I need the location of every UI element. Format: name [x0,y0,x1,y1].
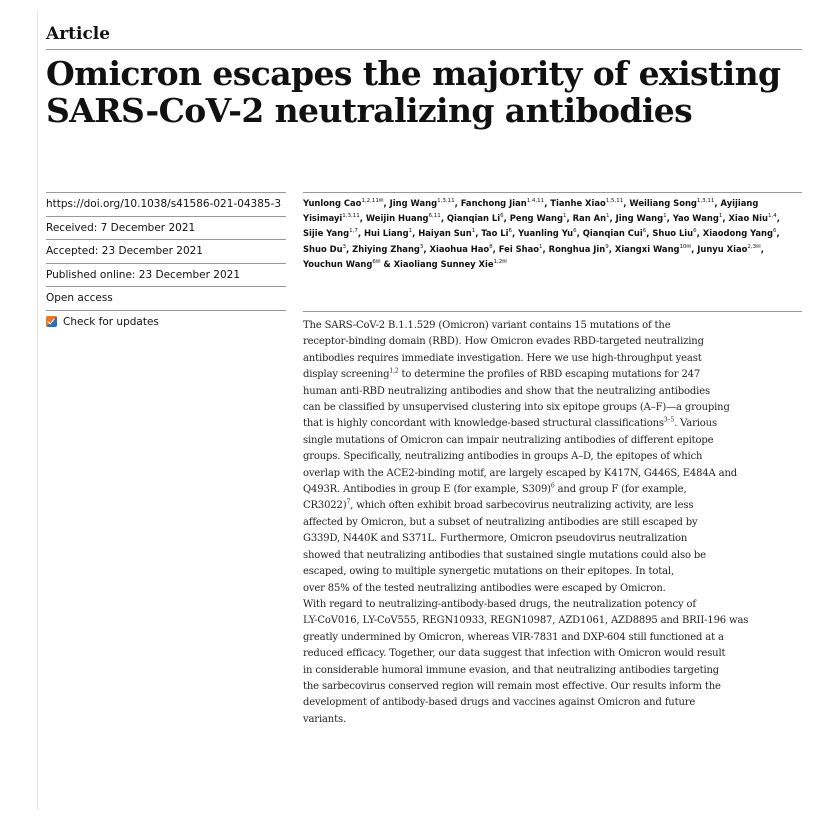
abstract-line [303,630,808,646]
abstract-line [303,548,808,564]
author-affiliation: 1,5,11 [605,198,624,205]
author-separator: , [475,228,482,239]
author-separator: , [608,243,615,254]
author-name[interactable]: Xiaodong Yang [702,228,774,239]
published-date: Published online: 23 December 2021 [46,263,286,287]
author-name[interactable]: Fei Shao [498,243,540,254]
author-separator: , [666,213,673,224]
author-name[interactable]: Ran An [572,213,607,224]
author-name[interactable]: Hui Liang [364,228,409,239]
abstract-line [303,663,808,679]
author-affiliation: 3 [419,243,424,250]
article-metadata-sidebar [46,192,286,333]
author-name[interactable]: Sijie Yang [303,228,350,239]
abstract-line [303,449,808,465]
author-affiliation: 1,3,11 [696,198,715,205]
author-name[interactable]: Zhiying Zhang [352,243,420,254]
article-title [46,55,816,129]
abstract-line [303,367,808,383]
author-name[interactable]: Yuanling Yu [518,228,574,239]
author-separator: , [609,213,616,224]
author-separator: , [696,228,703,239]
abstract-line [303,482,808,498]
author-separator: , [454,198,461,208]
author-separator: , [357,228,365,239]
author-separator: , [544,198,551,208]
author-affiliation: 1 [718,213,723,220]
citation-ref[interactable]: 3–5 [663,417,675,425]
author-separator: , [503,213,510,224]
author-separator: , [714,198,721,208]
author-affiliation: 1,3,11 [437,198,455,205]
author-affiliation: 1,2,11✉ [361,198,384,205]
author-separator: , [346,243,353,254]
author-name[interactable]: Yunlong Cao [303,198,362,208]
header-divider [46,49,802,50]
abstract-line [303,597,808,613]
author-separator: , [440,213,447,224]
author-affiliation: 6 [693,228,697,235]
abstract-text: reduced efficacy. Together, our data suggest that infection with Omicron would result [303,648,726,660]
author-affiliation: 1 [408,228,413,235]
abstract-text: G339D, N440K and S371L. Furthermore, Omicron pseudovirus neutralization [303,533,688,545]
abstract-text: development of antibody-based drugs and vaccines against Omicron and future [303,697,696,709]
author-name[interactable]: Tao Li [481,228,509,239]
author-name[interactable]: Weijin Huang [365,213,429,224]
author-name[interactable]: Junyu Xiao [697,243,748,254]
author-separator: , [776,213,780,224]
author-affiliation: 6 [508,228,512,235]
crossmark-icon [46,316,57,327]
authors-divider [303,192,802,193]
abstract-line [303,679,808,695]
author-affiliation: 6 [500,213,504,220]
abstract-text: and group F (for example, [554,484,687,496]
author-name[interactable]: Tianhe Xiao [550,198,606,208]
author-affiliation: 1 [606,213,610,220]
author-name[interactable]: Jing Wang [615,213,664,224]
abstract-line [303,613,808,629]
abstract-text: overlap with the ACE2-binding motif, are largely escaped by K417N, G446S, E484A and [303,467,738,479]
author-affiliation: 10✉ [679,243,692,250]
author-name[interactable]: Youchun Wang [303,258,373,269]
abstract-line [303,515,808,531]
author-name[interactable]: Xiao Niu [728,213,768,224]
author-name[interactable]: Xiaohua Hao [429,243,490,254]
author-affiliation: 6 [773,228,777,235]
abstract-text: The SARS-CoV-2 B.1.1.529 (Omicron) variant contains 15 mutations of the [303,320,671,331]
abstract-line [303,351,808,367]
citation-ref[interactable]: 7 [346,499,351,507]
abstract-line [303,646,808,662]
author-name[interactable]: Qianqian Cui [582,228,643,239]
author-separator: , [359,213,366,224]
author-separator: , [776,228,780,239]
author-name[interactable]: Jing Wang [389,198,438,208]
abstract-line [303,498,808,514]
author-affiliation: 6 [573,228,577,235]
author-separator: , [511,228,519,239]
abstract-line [303,466,808,482]
author-name[interactable]: Ronghua Jin [548,243,606,254]
abstract-text: showed that neutralizing antibodies that sustained single mutations could also be [303,549,706,561]
abstract-line [303,695,808,711]
abstract-text: receptor-binding domain (RBD). How Omicron evades RBD-targeted neutralizing [303,336,704,348]
author-name[interactable]: Xiaoliang Sunney Xie [393,258,494,269]
author-name[interactable]: Weiliang Song [629,198,697,208]
author-affiliation: 2,3✉ [747,243,761,250]
author-affiliation: 1 [539,243,543,250]
abstract-line [303,416,808,432]
abstract-text: display screening [303,369,390,381]
author-separator: & [380,258,394,269]
abstract-text: With regard to neutralizing-antibody-based drugs, the neutralization potency of [303,598,696,610]
abstract-text: to determine the profiles of RBD escaping mutations for 247 [398,369,701,381]
abstract-text: human anti-RBD neutralizing antibodies and show that the neutralizing antibodies [303,385,710,397]
author-separator: , [576,228,583,239]
abstract-text: affected by Omicron, but a subset of neutralizing antibodies are still escaped by [303,516,698,528]
abstract-line [303,334,808,350]
abstract-text: that is highly concordant with knowledge-based structural classifications [303,418,664,430]
abstract-text: , which often exhibit broad sarbecovirus neutralizing activity, are less [350,500,694,512]
abstract-line [303,531,808,547]
author-affiliation: 1 [471,228,476,235]
author-name[interactable]: Peng Wang [509,213,563,224]
author-separator: , [623,198,630,208]
abstract-text: variants. [303,713,346,725]
accepted-date: Accepted: 23 December 2021 [46,239,286,263]
author-separator: , [412,228,419,239]
author-affiliation: 3 [342,243,347,250]
author-affiliation: 6✉ [372,259,381,266]
author-name[interactable]: Qianqian Li [446,213,501,224]
author-affiliation: 1 [563,213,567,220]
author-affiliation: 9 [605,243,609,250]
abstract-text: escaped, owing to multiple synergetic mutations on their epitopes. In total, [303,566,674,578]
author-affiliation: 6,11 [428,213,441,220]
citation-ref[interactable]: 1,2 [389,367,399,375]
title-line: Omicron escapes the majority of existing [46,54,781,93]
author-affiliation: 1,3,11 [342,213,360,220]
author-affiliation: 1,4 [767,213,777,220]
author-name[interactable]: Fanchong Jian [460,198,527,208]
abstract-line [303,433,808,449]
author-separator: , [383,198,390,208]
open-access-label: Open access [46,286,286,310]
author-name[interactable]: Yao Wang [672,213,719,224]
author-name[interactable]: Haiyan Sun [418,228,472,239]
author-separator: , [542,243,549,254]
author-affiliation: 1,2✉ [493,259,507,266]
author-name[interactable]: Ayijiang Yisimayi [303,198,759,224]
abstract-line [303,564,808,580]
author-separator: , [492,243,499,254]
abstract-text: the sarbecovirus conserved region will remain most effective. Our results inform the [303,680,721,692]
abstract-text: Q493R. Antibodies in group E (for example, S309) [303,484,551,496]
abstract-text: over 85% of the tested neutralizing antibodies were escaped by Omicron. [303,582,666,594]
author-affiliation: 1 [663,213,667,220]
abstract [303,318,808,728]
author-affiliation: 6 [642,228,647,235]
received-date: Received: 7 December 2021 [46,216,286,240]
abstract-text: antibodies requires immediate investigation. Here we use high-throughput yeast [303,352,702,364]
doi-link[interactable]: https://doi.org/10.1038/s41586-021-04385-3 [46,192,286,216]
abstract-text: greatly undermined by Omicron, whereas VIR-7831 and DXP-604 still functioned at a [303,631,724,643]
author-separator: , [566,213,573,224]
author-separator: , [646,228,653,239]
author-separator: , [691,243,698,254]
abstract-line [303,712,808,728]
abstract-text: LY-CoV016, LY-CoV555, REGN10933, REGN10987, AZD1061, AZD8895 and BRII-196 was [303,615,749,627]
author-separator: , [423,243,430,254]
author-name[interactable]: Shuo Liu [652,228,694,239]
abstract-line [303,318,808,334]
author-affiliation: 1,7 [349,228,358,235]
abstract-line [303,581,808,597]
author-separator: , [722,213,729,224]
author-affiliation: 8 [489,243,493,250]
left-margin-rule [37,10,38,810]
abstract-line [303,384,808,400]
author-separator: , [760,243,764,254]
check-for-updates-link[interactable] [46,310,286,334]
title-line: SARS-CoV-2 neutralizing antibodies [46,91,693,130]
author-affiliation: 1,4,11 [526,198,545,205]
author-name[interactable]: Shuo Du [303,243,343,254]
abstract-line [303,400,808,416]
abstract-text: . Various [674,418,717,430]
check-for-updates-label: Check for updates [63,315,159,328]
author-list [303,196,803,272]
abstract-text: CR3022) [303,500,347,512]
author-name[interactable]: Xiangxi Wang [614,243,680,254]
abstract-text: groups. Specifically, neutralizing antibodies in groups A–D, the epitopes of which [303,451,703,463]
abstract-text: single mutations of Omicron can impair neutralizing antibodies of different epitope [303,434,714,446]
citation-ref[interactable]: 6 [550,482,555,490]
abstract-text: in considerable humoral immune evasion, and that neutralizing antibodies targeting [303,664,720,676]
article-type-label: Article [46,24,111,44]
abstract-divider [303,311,802,312]
abstract-text: can be classified by unsupervised clustering into six epitope groups (A–F)—a grouping [303,402,730,414]
